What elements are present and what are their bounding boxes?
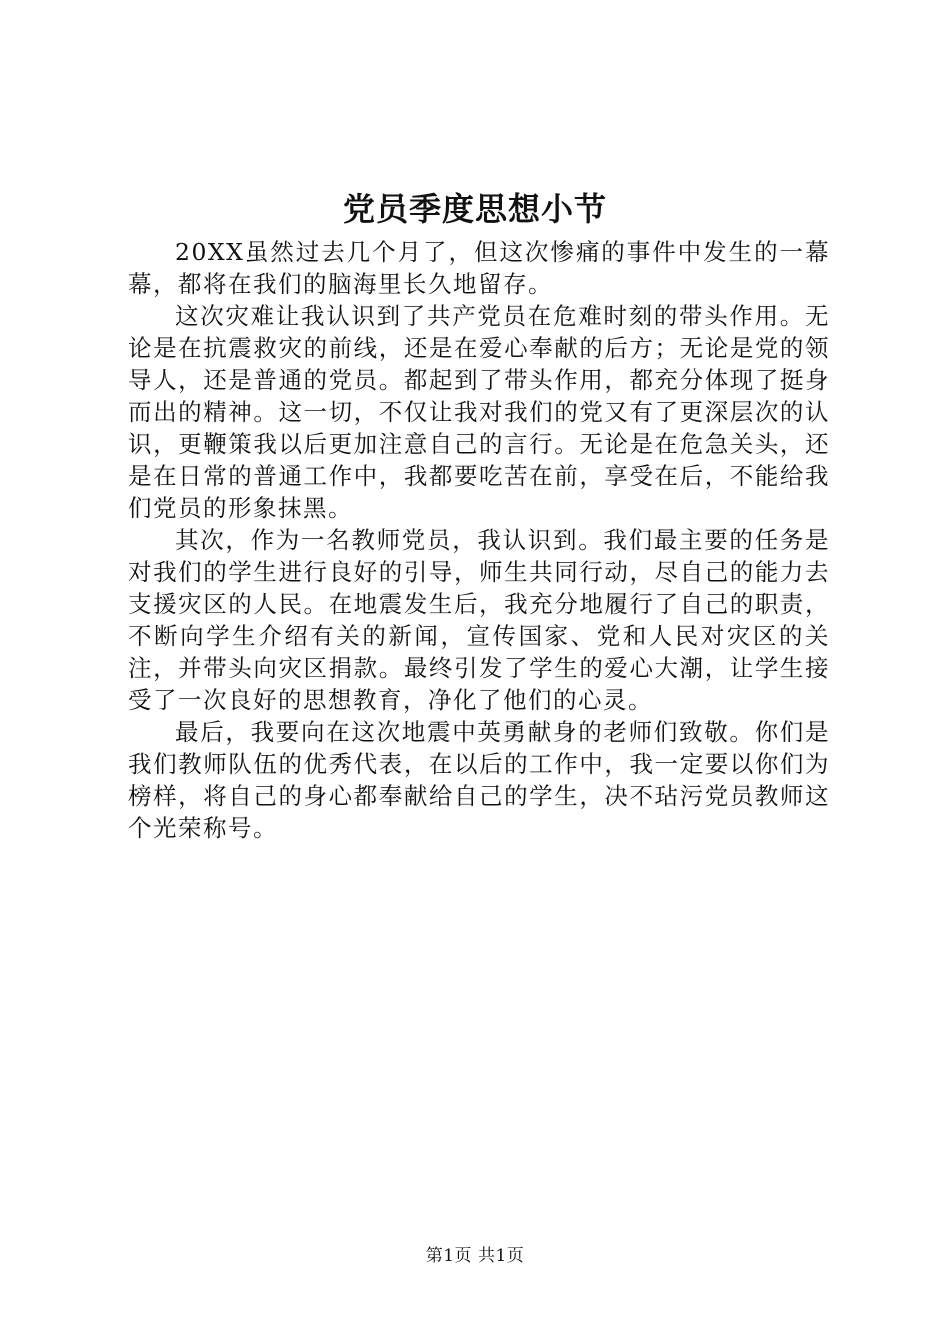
- paragraph-4: 最后，我要向在这次地震中英勇献身的老师们致敬。你们是我们教师队伍的优秀代表，在以后的工作中，我一定要以你们为榜样，将自己的身心都奉献给自己的学生，决不玷污党员教师这个光荣称号。: [128, 718, 830, 842]
- document-title: 党员季度思想小节: [342, 190, 607, 228]
- paragraph-3: 其次，作为一名教师党员，我认识到。我们最主要的任务是对我们的学生进行良好的引导，师生共同行动，尽自己的能力去支援灾区的人民。在地震发生后，我充分地履行了自己的职责，不断向学生介绍有关的新闻，宣传国家、党和人民对灾区的关注，并带头向灾区捐款。最终引发了学生的爱心大潮，让学生接受了一次良好的思想教育，净化了他们的心灵。: [128, 526, 830, 714]
- paragraph-1: 20XX虽然过去几个月了，但这次惨痛的事件中发生的一幕幕，都将在我们的脑海里长久地留存。: [128, 238, 830, 298]
- page-number-footer: 第1页 共1页: [425, 1246, 525, 1266]
- paragraph-2: 这次灾难让我认识到了共产党员在危难时刻的带头作用。无论是在抗震救灾的前线，还是在爱心奉献的后方；无论是党的领导人，还是普通的党员。都起到了带头作用，都充分体现了挺身而出的精神。这一切，不仅让我对我们的党又有了更深层次的认识，更鞭策我以后更加注意自己的言行。无论是在危急关头，还是在日常的普通工作中，我都要吃苦在前，享受在后，不能给我们党员的形象抹黑。: [128, 302, 830, 522]
- document-body: [128, 236, 830, 844]
